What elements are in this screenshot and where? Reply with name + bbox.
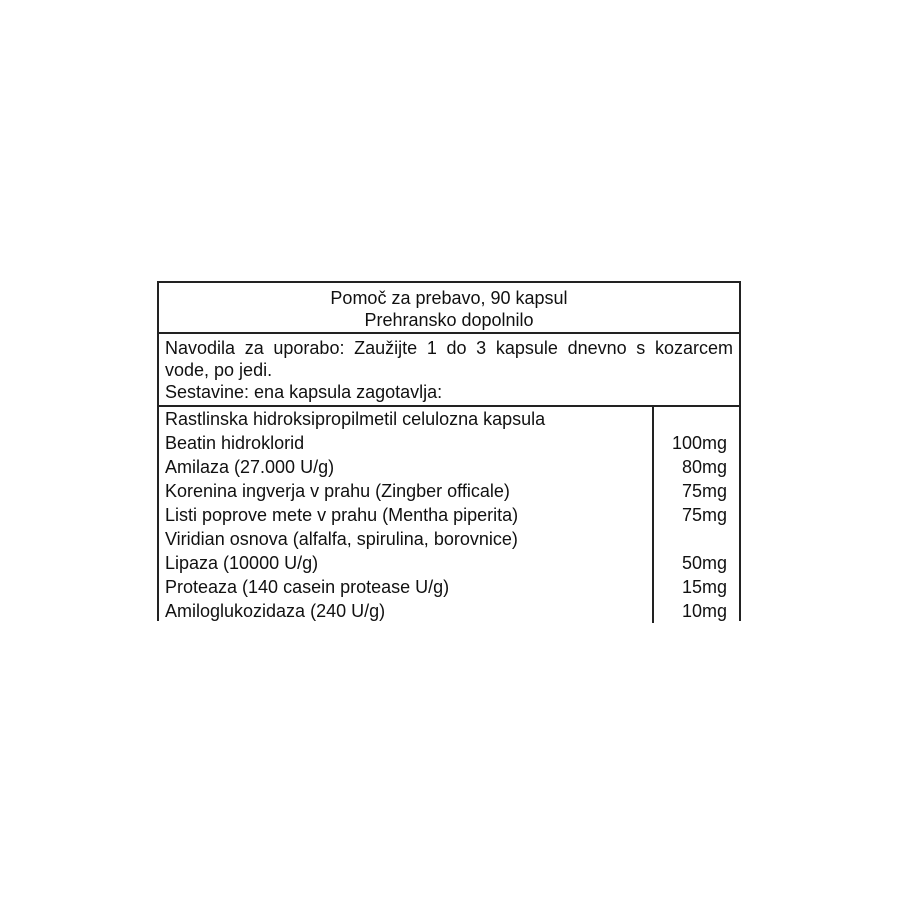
supplement-facts-label	[157, 281, 741, 621]
ingredient-name: Korenina ingverja v prahu (Zingber officale)	[165, 481, 510, 501]
ingredient-row	[159, 551, 739, 575]
ingredient-amount: 15mg	[681, 577, 727, 597]
directions-text: Navodila za uporabo: Zaužijte 1 do 3 kapsule dnevno s kozarcem vode, po jedi.	[165, 338, 733, 380]
ingredient-name: Amiloglukozidaza (240 U/g)	[165, 601, 386, 621]
ingredient-row	[159, 527, 739, 551]
ingredient-row	[159, 455, 739, 479]
ingredient-name: Viridian osnova (alfalfa, spirulina, borovnice)	[165, 529, 518, 549]
ingredient-row	[159, 431, 739, 455]
ingredients-intro: Sestavine: ena kapsula zagotavlja:	[165, 382, 443, 402]
ingredient-amount: 50mg	[681, 553, 727, 573]
ingredient-name: Lipaza (10000 U/g)	[165, 553, 319, 573]
ingredient-amount: 80mg	[681, 457, 727, 477]
directions-section	[159, 334, 739, 407]
ingredient-amount: 75mg	[681, 505, 727, 525]
ingredient-name: Rastlinska hidroksipropilmetil celulozna kapsula	[165, 409, 546, 429]
ingredient-row	[159, 599, 739, 623]
ingredient-amount: 75mg	[681, 481, 727, 501]
ingredient-name: Amilaza (27.000 U/g)	[165, 457, 335, 477]
ingredient-amount: 100mg	[671, 433, 727, 453]
ingredient-row	[159, 575, 739, 599]
ingredient-row	[159, 407, 739, 431]
ingredient-row	[159, 503, 739, 527]
ingredients-table	[159, 407, 739, 623]
ingredient-name: Listi poprove mete v prahu (Mentha piperita)	[165, 505, 519, 525]
product-subtitle: Prehransko dopolnilo	[364, 310, 534, 330]
label-header	[159, 283, 739, 334]
ingredient-name: Proteaza (140 casein protease U/g)	[165, 577, 450, 597]
ingredient-row	[159, 479, 739, 503]
ingredient-name: Beatin hidroklorid	[165, 433, 305, 453]
product-title: Pomoč za prebavo, 90 kapsul	[330, 288, 568, 308]
ingredient-amount: 10mg	[681, 601, 727, 621]
